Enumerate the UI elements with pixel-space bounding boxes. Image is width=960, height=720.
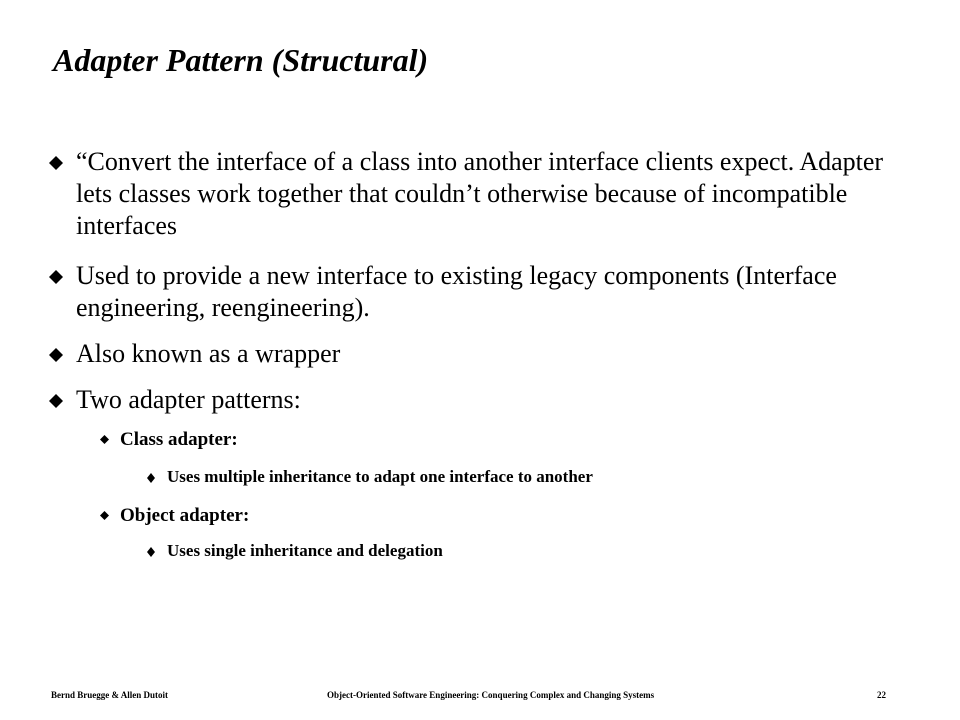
bullet-item — [76, 146, 916, 242]
bullet-item — [76, 338, 916, 370]
footer-book-title: Object-Oriented Software Engineering: Conquering Complex and Changing Systems — [327, 690, 655, 700]
diamond-bullet-icon — [49, 156, 63, 170]
bullet-text: Used to provide a new interface to existing legacy components (Interface engineering, reengineering). — [76, 261, 837, 322]
bullet-item — [76, 260, 916, 324]
diamond-bullet-icon — [49, 348, 63, 362]
sub-sub-bullet-text: Uses multiple inheritance to adapt one interface to another — [167, 467, 593, 486]
bullet-item — [76, 384, 916, 416]
sub-sub-bullet-item — [167, 540, 927, 562]
small-diamond-bullet-icon — [100, 435, 109, 444]
sub-sub-bullet-item — [167, 466, 927, 488]
sub-bullet-text: Object adapter: — [120, 505, 250, 526]
sub-bullet-item — [120, 504, 900, 528]
bullet-text: Also known as a wrapper — [76, 339, 341, 368]
tiny-diamond-bullet-icon — [147, 547, 155, 557]
footer-page-number: 22 — [877, 690, 886, 700]
diamond-bullet-icon — [49, 270, 63, 284]
bullet-text: Two adapter patterns: — [76, 385, 301, 414]
small-diamond-bullet-icon — [100, 511, 109, 520]
slide-title: Adapter Pattern (Structural) — [53, 42, 429, 78]
diamond-bullet-icon — [49, 394, 63, 408]
sub-sub-bullet-text: Uses single inheritance and delegation — [167, 541, 443, 560]
footer-authors: Bernd Bruegge & Allen Dutoit — [51, 690, 168, 700]
tiny-diamond-bullet-icon — [147, 473, 155, 483]
sub-bullet-text: Class adapter: — [120, 429, 238, 450]
bullet-text: “Convert the interface of a class into another interface clients expect. Adapter lets classes work together that couldn’t otherwise because of incompatible interfaces — [76, 147, 884, 240]
sub-bullet-item — [120, 428, 900, 452]
